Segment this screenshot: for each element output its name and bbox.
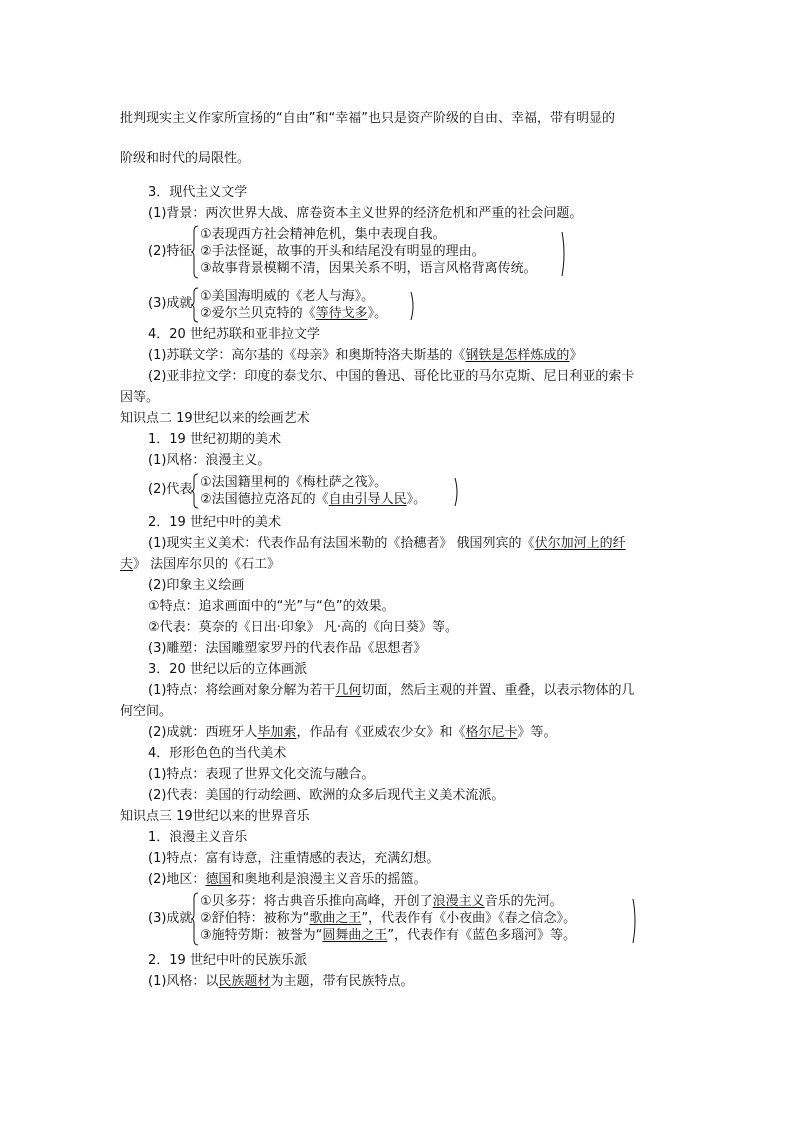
feature-item: ①表现西方社会精神危机，集中表现自我。 bbox=[200, 227, 446, 242]
impressionism-feature: ①特点：追求画面中的“光”与“色”的效果。 bbox=[148, 599, 395, 614]
sculpture: (3)雕塑：法国雕塑家罗丹的代表作品《思想者》 bbox=[148, 641, 427, 656]
underlined-answer: 歌曲之王 bbox=[309, 911, 362, 926]
text-segment: ”，代表作有《蓝色多瑙河》等。 bbox=[387, 928, 577, 943]
early-art-representatives-group bbox=[148, 473, 468, 509]
achievement-text: ②爱尔兰贝克特的《 bbox=[200, 306, 316, 321]
text-segment: (2)成就：西班牙人 bbox=[148, 725, 258, 740]
text-segment: 切面，然后主观的并置、重叠，以表示物体的几 bbox=[361, 683, 635, 698]
text-segment: ②舒伯特：被称为“ bbox=[200, 911, 310, 926]
cubism-feature-cont: 何空间。 bbox=[120, 704, 173, 719]
section-heading-romantic-music: 1．浪漫主义音乐 bbox=[148, 830, 248, 845]
achievement-item bbox=[200, 927, 576, 944]
contemporary-representatives: (2)代表：美国的行动绘画、欧洲的众多后现代主义美术流派。 bbox=[148, 788, 505, 803]
section-heading-contemporary-art: 4．形形色色的当代美术 bbox=[148, 746, 287, 761]
asia-africa-latin-literature-cont: 因等。 bbox=[120, 390, 160, 405]
text-segment: 和奥地利是浪漫主义音乐的摇篮。 bbox=[231, 872, 427, 887]
achievement-item: ①美国海明威的《老人与海》。 bbox=[200, 289, 375, 304]
feature-item: ③故事背景模糊不清，因果关系不明，语言风格背离传统。 bbox=[200, 261, 537, 276]
text-segment: ，作品有《亚威农少女》和《 bbox=[296, 725, 466, 740]
text-segment: (1)苏联文学：高尔基的《母亲》和奥斯特洛夫斯基的《 bbox=[148, 348, 466, 363]
underlined-answer: 民族题材 bbox=[218, 974, 271, 989]
realism-art-cont bbox=[120, 556, 280, 574]
section-heading-soviet-literature: 4．20 世纪苏联和亚非拉文学 bbox=[148, 327, 320, 342]
left-brace-icon bbox=[191, 287, 199, 323]
text-segment: 为主题，带有民族特点。 bbox=[270, 974, 414, 989]
right-paren-icon bbox=[561, 231, 567, 277]
realism-art bbox=[148, 535, 626, 553]
underlined-answer: 德国 bbox=[205, 872, 232, 887]
romantic-music-achievements-group bbox=[148, 892, 648, 946]
underlined-answer: 圆舞曲之王 bbox=[322, 928, 388, 943]
achievements-label: (3)成就 bbox=[148, 296, 193, 311]
right-paren-icon bbox=[454, 477, 460, 507]
achievement-item bbox=[200, 893, 576, 910]
impressionism-heading: (2)印象主义绘画 bbox=[148, 578, 245, 593]
achievements-label: (3)成就 bbox=[148, 911, 193, 926]
underlined-answer: 等待戈多 bbox=[315, 306, 368, 321]
underlined-answer: 钢铁是怎样炼成的 bbox=[465, 348, 570, 363]
text-segment: ③施特劳斯：被誉为“ bbox=[200, 928, 323, 943]
cubism-feature bbox=[148, 682, 634, 700]
modernism-achievements-group bbox=[148, 287, 428, 323]
feature-item: ②手法怪诞，故事的开头和结尾没有明显的理由。 bbox=[200, 244, 485, 259]
romantic-music-feature: (1)特点：富有诗意，注重情感的表达，充满幻想。 bbox=[148, 851, 440, 866]
impressionism-representatives: ②代表：莫奈的《日出·印象》 凡·高的《向日葵》等。 bbox=[148, 620, 459, 635]
romantic-music-region bbox=[148, 871, 426, 889]
representative-item: ①法国籍里柯的《梅杜萨之筏》。 bbox=[200, 475, 388, 490]
right-paren-icon bbox=[410, 291, 416, 321]
art-style: (1)风格：浪漫主义。 bbox=[148, 453, 271, 468]
asia-africa-latin-literature: (2)亚非拉文学：印度的泰戈尔、中国的鲁迅、哥伦比亚的马尔克斯、尼日利亚的索卡 bbox=[148, 369, 635, 384]
text-segment: (2)地区： bbox=[148, 872, 206, 887]
achievement-item bbox=[200, 910, 576, 927]
left-brace-icon bbox=[191, 225, 199, 279]
text-segment: 》 法国库尔贝的《石工》 bbox=[133, 557, 281, 572]
section-heading-mid-19th-art: 2．19 世纪中叶的美术 bbox=[148, 515, 281, 530]
text-segment: 》 bbox=[569, 348, 583, 363]
soviet-literature bbox=[148, 347, 582, 365]
text-segment: 》。 bbox=[406, 492, 427, 507]
text-segment: ①贝多芬：将古典音乐推向高峰，开创了 bbox=[200, 894, 433, 909]
text-segment: (1)现实主义美术：代表作品有法国米勒的《拾穗者》 俄国列宾的《 bbox=[148, 536, 535, 551]
intro-line-1: 批判现实主义作家所宣扬的“自由”和“幸福”也只是资产阶级的自由、幸福，带有明显的 bbox=[120, 111, 615, 126]
underlined-answer: 毕加索 bbox=[257, 725, 297, 740]
underlined-answer: 夫 bbox=[120, 557, 134, 572]
achievement-text: 》。 bbox=[367, 306, 388, 321]
right-paren-icon bbox=[632, 898, 638, 944]
text-segment: (1)特点：将绘画对象分解为若干 bbox=[148, 683, 336, 698]
left-brace-icon bbox=[191, 892, 199, 946]
text-segment: 音乐的先河。 bbox=[484, 894, 563, 909]
text-segment: (1)风格：以 bbox=[148, 974, 219, 989]
modernism-features-group bbox=[148, 225, 588, 279]
section-heading-early-19th-art: 1．19 世纪初期的美术 bbox=[148, 432, 281, 447]
knowledge-point-3-title: 知识点三 19世纪以来的世界音乐 bbox=[120, 809, 310, 824]
underlined-answer: 自由引导人民 bbox=[328, 492, 407, 507]
left-brace-icon bbox=[191, 473, 199, 509]
text-segment: ”，代表作有《小夜曲》《春之信念》。 bbox=[361, 911, 577, 926]
knowledge-point-2-title: 知识点二 19世纪以来的绘画艺术 bbox=[120, 411, 310, 426]
section-heading-cubism: 3．20 世纪以后的立体画派 bbox=[148, 662, 307, 677]
underlined-answer: 格尔尼卡 bbox=[465, 725, 518, 740]
national-school-style bbox=[148, 973, 413, 991]
contemporary-feature: (1)特点：表现了世界文化交流与融合。 bbox=[148, 767, 375, 782]
underlined-answer: 几何 bbox=[335, 683, 362, 698]
underlined-answer: 浪漫主义 bbox=[432, 894, 485, 909]
text-segment: 》等。 bbox=[517, 725, 557, 740]
modernism-background: (1)背景：两次世界大战、席卷资本主义世界的经济危机和严重的社会问题。 bbox=[148, 206, 583, 221]
section-heading-national-school: 2．19 世纪中叶的民族乐派 bbox=[148, 953, 307, 968]
representative-item bbox=[200, 491, 426, 508]
representatives-label: (2)代表 bbox=[148, 482, 193, 497]
features-label: (2)特征 bbox=[148, 244, 193, 259]
text-segment: ②法国德拉克洛瓦的《 bbox=[200, 492, 329, 507]
intro-line-2: 阶级和时代的局限性。 bbox=[120, 151, 251, 166]
achievement-item bbox=[200, 305, 387, 322]
section-heading-modernism: 3．现代主义文学 bbox=[148, 185, 248, 200]
cubism-achievement bbox=[148, 724, 556, 742]
underlined-answer: 伏尔加河上的纤 bbox=[534, 536, 626, 551]
